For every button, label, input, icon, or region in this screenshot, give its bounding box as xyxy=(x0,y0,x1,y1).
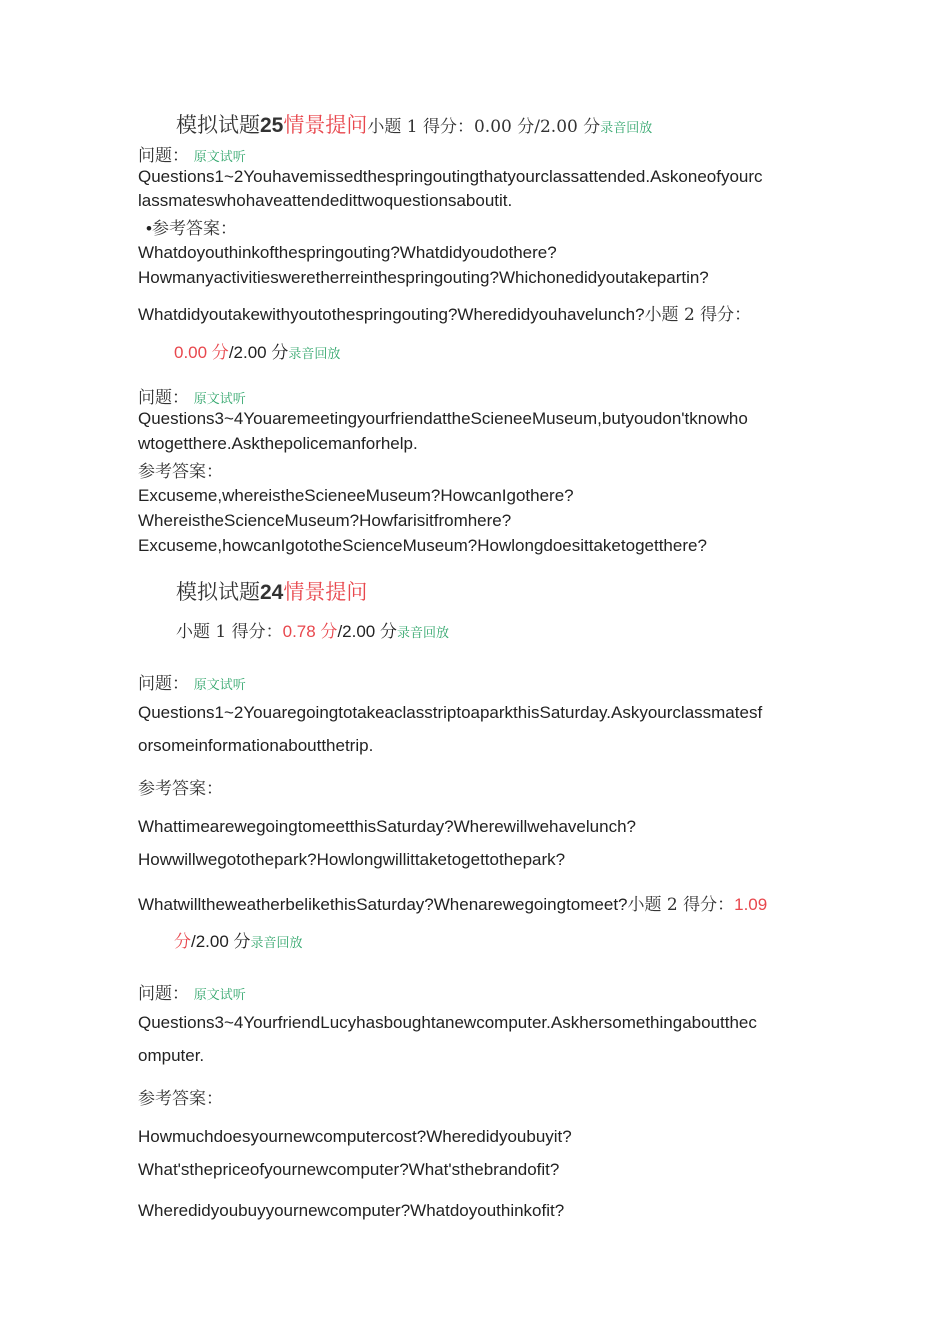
q2-total: /2.00 分 xyxy=(191,932,251,951)
answer-line: What'sthepriceofyournewcomputer?What'sthebrandofit? xyxy=(138,1160,560,1179)
q2-score: 0.00 分 xyxy=(174,343,229,362)
answer-line: WhattimearewegoingtomeetthisSaturday?Wherewillwehavelunch? xyxy=(138,817,636,836)
bullet: • xyxy=(146,219,152,238)
answer-label xyxy=(138,462,223,482)
section-type: 情景提问 xyxy=(283,113,368,137)
q2-score-row xyxy=(174,932,303,954)
section-24-title xyxy=(176,579,367,606)
replay-link[interactable]: 录音回放 xyxy=(288,347,341,362)
q1-score-label: 小题 1 得分： xyxy=(176,622,283,642)
section-title-prefix: 模拟试题 xyxy=(176,580,260,604)
replay-link[interactable]: 录音回放 xyxy=(396,626,449,641)
answer-line: Howmuchdoesyournewcomputercost?Wheredidyoubuyit? xyxy=(138,1127,572,1146)
listen-link[interactable]: 原文试听 xyxy=(193,150,246,165)
answer-label: 参考答案： xyxy=(151,219,237,239)
answer-label xyxy=(138,779,223,799)
q1-total: /2.00 分 xyxy=(337,622,397,641)
question-text-line2: wtogetthere.Askthepolicemanforhelp. xyxy=(138,434,418,453)
section-number: 25 xyxy=(260,114,284,137)
question-label-row xyxy=(138,388,246,410)
question-label: 问题： xyxy=(138,674,189,694)
q2-total: /2.00 分 xyxy=(228,343,289,362)
answer-label-text: 参考答案： xyxy=(138,1089,223,1109)
answer-label xyxy=(138,1089,223,1109)
question-text-line2: omputer. xyxy=(138,1046,205,1065)
question-label-row xyxy=(138,984,246,1006)
q1-total: /2.00 分 xyxy=(534,117,601,137)
answer-line: Howwillwegotothepark?Howlongwillittaketogettothepark? xyxy=(138,850,566,869)
q2-score: 1.09 xyxy=(734,895,768,914)
question-label: 问题： xyxy=(138,984,189,1004)
q1-score-row xyxy=(176,622,449,644)
replay-link[interactable]: 录音回放 xyxy=(600,121,653,136)
question-label: 问题： xyxy=(138,146,189,166)
answer-line: Excuseme,whereistheScieneeMuseum?HowcanIgothere? xyxy=(138,486,574,505)
listen-link[interactable]: 原文试听 xyxy=(193,678,246,693)
q2-score-row xyxy=(174,343,340,365)
answer-label-text: 参考答案： xyxy=(138,779,223,799)
question-text-line2: lassmateswhohaveattendedittwoquestionsaboutit. xyxy=(138,191,513,210)
question-text-line1: Questions1~2Youhavemissedthespringoutingthatyourclassattended.Askoneofyourc xyxy=(138,167,763,186)
answer-line-with-score xyxy=(138,895,767,915)
section-title-prefix: 模拟试题 xyxy=(176,113,260,137)
q2-score-label: 小题 2 得分： xyxy=(627,895,735,915)
question-text-line1: Questions3~4YouaremeetingyourfriendattheScieneeMuseum,butyoudon'tknowho xyxy=(138,409,748,428)
question-text-line1: Questions3~4YourfriendLucyhasboughtanewcomputer.Askhersomethingaboutthec xyxy=(138,1013,757,1032)
section-number: 24 xyxy=(260,581,284,604)
listen-link[interactable]: 原文试听 xyxy=(193,392,246,407)
replay-link[interactable]: 录音回放 xyxy=(250,936,303,951)
section-25-title xyxy=(176,112,652,142)
question-text-line2: orsomeinformationaboutthetrip. xyxy=(138,736,374,755)
listen-link[interactable]: 原文试听 xyxy=(193,988,246,1003)
question-label: 问题： xyxy=(138,388,189,408)
question-label-row xyxy=(138,674,246,696)
q1-score-label: 小题 1 得分： xyxy=(367,117,474,137)
answer-line: Excuseme,howcanIgototheScienceMuseum?Howlongdoesittaketogetthere? xyxy=(138,536,707,555)
q1-score: 0.78 分 xyxy=(282,622,338,641)
q1-score: 0.00 分 xyxy=(473,117,535,137)
answer-line: WhatwilltheweatherbelikethisSaturday?Whenarewegoingtomeet? xyxy=(138,895,628,914)
answer-line: WhereistheScienceMuseum?Howfarisitfromhere? xyxy=(138,511,512,530)
answer-line-with-score xyxy=(138,305,751,325)
answer-line: Howmanyactivitiesweretherreinthespringouting?Whichonedidyoutakepartin? xyxy=(138,268,709,287)
answer-label-text: 参考答案： xyxy=(138,462,223,482)
answer-line: Whatdoyouthinkofthespringouting?Whatdidyoudothere? xyxy=(138,243,557,262)
q2-score-unit: 分 xyxy=(174,932,191,951)
question-text-line1: Questions1~2YouaregoingtotakeaclasstriptoaparkthisSaturday.Askyourclassmatesf xyxy=(138,703,763,722)
answer-label-row xyxy=(146,219,237,239)
section-type: 情景提问 xyxy=(283,580,368,604)
answer-line: Whatdidyoutakewithyoutothespringouting?Wheredidyouhavelunch? xyxy=(138,305,645,324)
question-label-row xyxy=(138,146,246,168)
answer-line: Wheredidyoubuyyournewcomputer?Whatdoyouthinkofit? xyxy=(138,1201,565,1220)
q2-score-label: 小题 2 得分： xyxy=(644,305,752,325)
